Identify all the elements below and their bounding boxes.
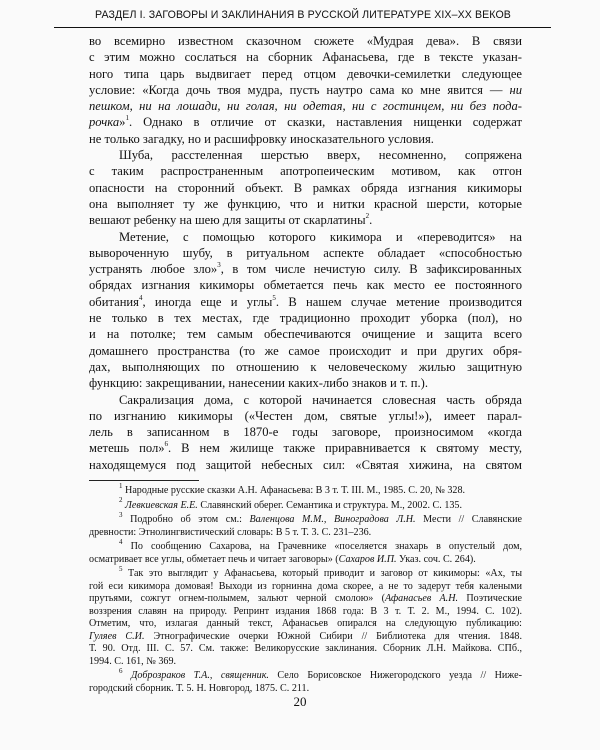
footnote-number: 1 — [119, 481, 123, 490]
text-line: обрядах изгнания кикиморы обметается печь как место ее постоянного — [89, 278, 522, 293]
text-line: не только в тех местах, где традиционно проходит уборка (пол), но — [89, 311, 522, 326]
text-line: обитания$^4$, иногда еще и углы$^5$. В нашем случае метение производится — [89, 293, 523, 309]
text-line: вывороченную шубу, в ритуальном аспекте обладает «способностью — [89, 245, 522, 260]
footnote-line: $^5$ Так это выглядит у Афанасьева, который приводит и заговор от кикиморы: «Ах, ты — [119, 564, 522, 579]
text-line: Шуба, расстеленная шерстью вверх, несомненно, сопряжена — [119, 148, 522, 163]
text-line: опасности на сторонний объект. В рамках обряда изгнания кикиморы — [89, 180, 522, 195]
footnote-ref: 3 — [217, 260, 221, 269]
footnote-number: 5 — [119, 564, 123, 573]
text-line: и на потолке; тем самым обеспечиваются очищение и защита всего — [89, 327, 522, 342]
footnote-line: $^1$ Народные русские сказки А.Н. Афанасьева: В 3 т. Т. III. М., 1985. С. 20, № 328. — [119, 481, 466, 496]
text-line: во всемирно известном сказочном сюжете «Мудрая дева». В связи — [89, 34, 522, 48]
text-line: функцию: закрещивании, нанесении каких-либо знаков и т. п.). — [89, 376, 428, 391]
footnote-line: прутьями, сожгут огнем-полымем, зальют черной смолою» (Афанасьев А.Н. Поэтические — [89, 593, 523, 604]
text-line: с таким распространенным апотропеическим мотивом, как отгон — [89, 164, 522, 179]
text-line: Метение, с помощью которого кикимора и «переводится» на — [119, 229, 522, 244]
text-line: рочка»$^1$. Однако в отличие от сказки, наставления нищенки содержат — [89, 114, 522, 130]
page-number: 20 — [293, 694, 307, 709]
footnote-ref: 1 — [125, 114, 129, 123]
footnote-line: городский сборник. Т. 5. Н. Новгород, 1875. С. 211. — [89, 682, 310, 694]
main-text — [89, 33, 522, 473]
text-line: домашнего пространства (то же самое происходит и при других обря- — [89, 343, 522, 358]
footnote-line: Гуляев С.И. Этнографические очерки Южной Сибири // Библиотека для чтения. 1848. — [89, 630, 522, 642]
text-line: вешают ребенку на шею для защиты от скарлатины$^2$. — [89, 212, 373, 228]
footnote-line: Отметим, что, излагая данный текст, Афанасьев опирался на следующую публикацию: — [89, 618, 522, 629]
text-line: ного типа царь выдвигает перед отцом девочки-семилетки следующее — [89, 66, 522, 81]
text-line: лель в записанном в 1870-е годы заговоре, произносимом «когда — [89, 425, 522, 440]
text-line: дах, выполняющих по отношению к человеческому жилью защитную — [89, 359, 522, 374]
footnote-line: воззрения славян на природу. Репринт издания 1868 года: В 3 т. Т. 2. М., 1994. С. 102). — [89, 605, 522, 617]
text-line: по изгнанию кикиморы («Честен дом, святые углы!»), имеет парал- — [89, 408, 522, 423]
text-line: с этим можно сослаться на сборник Афанасьева, где в тексте указан- — [89, 50, 522, 65]
footnote-line: $^2$ Левкиевская Е.Е. Славянский оберег. Семантика и структура. М., 2002. С. 135. — [119, 496, 462, 511]
header-rule — [54, 27, 551, 28]
footnote-ref: 6 — [164, 440, 169, 449]
footnote-ref: 2 — [365, 212, 370, 221]
footnote-line: Т. 90. Отд. III. С. 57. См. также: Великорусские заклинания. Сборник Л.Н. Майкова. СПб., — [89, 643, 522, 654]
text-line: условие: «Когда дочь твоя мудра, пусть наутро сама ко мне явится — ни — [89, 82, 522, 97]
running-header: РАЗДЕЛ I. ЗАГОВОРЫ И ЗАКЛИНАНИЯ В РУССКОЙ ЛИТЕРАТУРЕ XIX–XX ВЕКОВ — [95, 9, 511, 21]
footnote-line: древности: Этнолингвистический словарь: В 5 т. Т. 3. С. 231–236. — [89, 526, 372, 538]
footnote-separator — [89, 480, 199, 481]
footnote-number: 6 — [119, 666, 123, 675]
footnotes — [89, 481, 523, 695]
text-line: не только загадку, но и расшифровку иносказательного условия. — [89, 131, 434, 146]
footnote-ref: 4 — [138, 293, 143, 302]
footnote-line: гой еси кикимора домовая! Выходи из горнинна дома скорее, а не то задерут тебя калеными — [89, 580, 522, 592]
text-line: устранять любое зло»$^3$, в том числе нечистую силу. В зафиксированных — [89, 260, 522, 277]
text-line: пешком, ни на лошади, ни голая, ни одетая, ни с гостинцем, ни без пода- — [89, 99, 522, 114]
footnote-line: осматривает все углы, обметает печь и читает заговоры» (Сахаров И.П. Указ. соч. С. 264). — [89, 553, 476, 565]
footnote-number: 3 — [119, 510, 123, 519]
footnote-line: $^6$ Доброзраков Т.А., священник. Село Борисовское Нижегородского уезда // Ниже- — [119, 666, 522, 681]
footnote-number: 2 — [119, 496, 123, 505]
footnote-number: 4 — [119, 537, 123, 546]
text-line: метешь пол»$^6$. В нем жилище также приравнивается к святому месту, — [89, 440, 522, 456]
text-line: находящемуся под защитой небесных сил: «Святая хижина, на святом — [89, 457, 522, 472]
text-line: она выполняет ту же функцию, что и нитки красной шерсти, которые — [89, 196, 522, 211]
footnote-line: $^3$ Подробно об этом см.: Валенцова М.М., Виноградова Л.Н. Мести // Славянские — [119, 510, 522, 525]
text-line: Сакрализация дома, с которой начинается словесная часть обряда — [119, 392, 522, 407]
footnote-line: $^4$ По сообщению Сахарова, на Грачевнике «поселяется знахарь в опустелый дом, — [119, 537, 522, 552]
footnote-ref: 5 — [272, 293, 276, 302]
footnote-line: 1994. С. 161, № 369. — [89, 655, 177, 667]
